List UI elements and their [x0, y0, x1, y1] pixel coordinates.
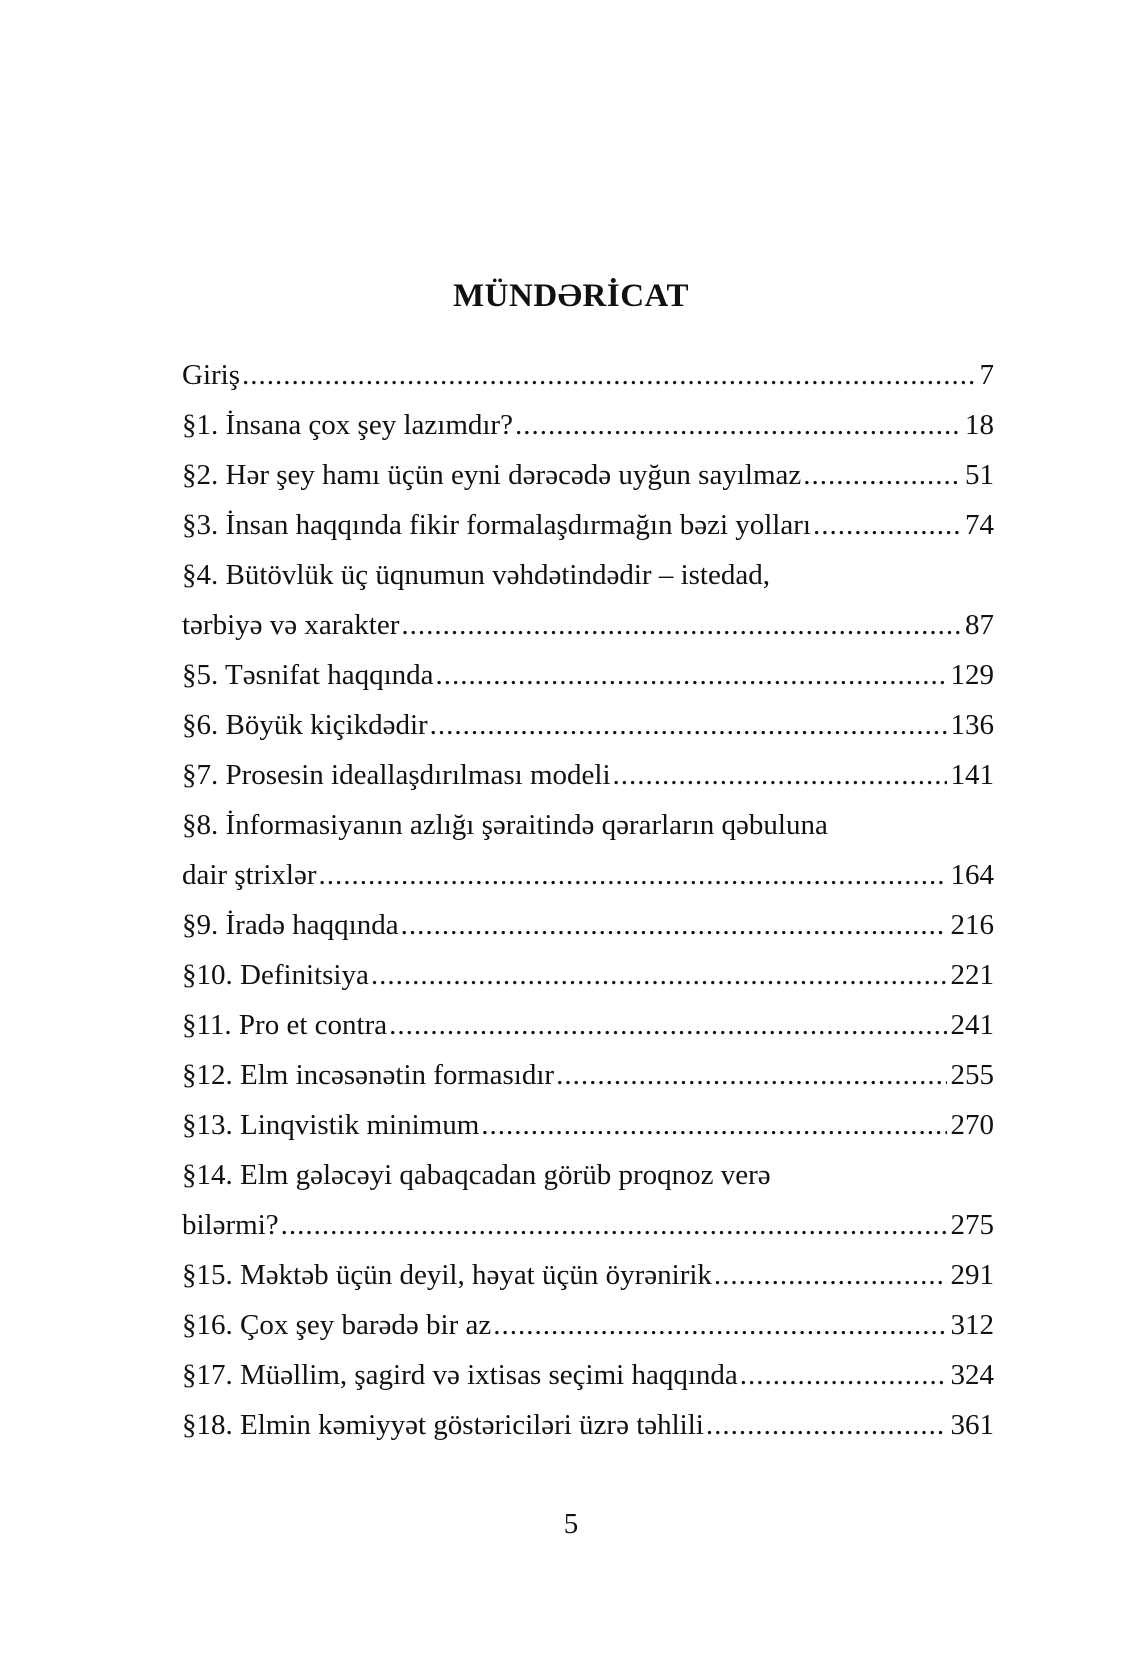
toc-entry-page: 291 [950, 1259, 994, 1291]
toc-entry-page: 241 [950, 1009, 994, 1041]
toc-entry-row [182, 350, 994, 400]
toc-entry [182, 1050, 994, 1100]
toc-entry-page: 312 [950, 1309, 994, 1341]
toc-entry-title: §18. Elmin kəmiyyət göstəriciləri üzrə təhlili [182, 1409, 704, 1441]
toc-entry-title: tərbiyə və xarakter [182, 609, 400, 641]
toc-entry [182, 400, 994, 450]
toc-entry [182, 1350, 994, 1400]
toc-entry-row [182, 1400, 994, 1450]
dot-leader [401, 900, 947, 950]
toc-entry-page: 129 [950, 659, 994, 691]
toc-entry-first-line: §14. Elm gələcəyi qabaqcadan görüb proqnoz verə [182, 1159, 771, 1191]
dot-leader [318, 850, 946, 900]
dot-leader [515, 400, 961, 450]
toc-entry [182, 750, 994, 800]
toc-entry-row [182, 600, 994, 650]
toc-entry-row [182, 1000, 994, 1050]
page-number: 5 [563, 1508, 579, 1540]
toc-entry-title: Giriş [182, 359, 240, 391]
toc-entry-row [182, 500, 994, 550]
toc-entry-row [182, 1250, 994, 1300]
toc-entry [182, 1100, 994, 1150]
toc-entry [182, 450, 994, 500]
toc-entry-title: §9. İradə haqqında [182, 909, 399, 941]
toc-entry-title: §16. Çox şey barədə bir az [182, 1309, 492, 1341]
toc-entry-page: 255 [950, 1059, 994, 1091]
dot-leader [281, 1200, 947, 1250]
dot-leader [813, 500, 961, 550]
toc-entry-row [182, 950, 994, 1000]
toc-entry-title: §1. İnsana çox şey lazımdır? [182, 409, 513, 441]
dot-leader [556, 1050, 946, 1100]
dot-leader [803, 450, 961, 500]
toc-entry-page: 221 [950, 959, 994, 991]
toc-entry-page: 361 [950, 1409, 994, 1441]
dot-leader [436, 650, 947, 700]
toc-entry-title: bilərmi? [182, 1209, 279, 1241]
dot-leader [481, 1100, 946, 1150]
toc-entry [182, 500, 994, 550]
toc-entry-page: 74 [965, 509, 994, 541]
toc-entry-page: 270 [950, 1109, 994, 1141]
toc-entry-row [182, 400, 994, 450]
toc-entry-row [182, 1200, 994, 1250]
toc-entry-title: §10. Definitsiya [182, 959, 369, 991]
toc-entry [182, 350, 994, 400]
dot-leader [613, 750, 947, 800]
toc-entry-page: 136 [950, 709, 994, 741]
dot-leader [401, 600, 961, 650]
toc-entry-page: 87 [965, 609, 994, 641]
toc-entry-title: dair ştrixlər [182, 859, 317, 891]
toc-entry [182, 1250, 994, 1300]
toc-entry-page: 275 [950, 1209, 994, 1241]
dot-leader [371, 950, 947, 1000]
dot-leader [389, 1000, 946, 1050]
toc-entry-title: §17. Müəllim, şagird və ixtisas seçimi haqqında [182, 1359, 738, 1391]
toc-entry-row [182, 700, 994, 750]
toc-entry [182, 900, 994, 950]
toc-entry-page: 324 [950, 1359, 994, 1391]
toc-entry [182, 1000, 994, 1050]
toc-entry-page: 164 [950, 859, 994, 891]
toc-entry-title: §6. Böyük kiçikdədir [182, 709, 428, 741]
toc-entry-title: §2. Hər şey hamı üçün eyni dərəcədə uyğun sayılmaz [182, 459, 802, 491]
table-of-contents [182, 350, 994, 1450]
dot-leader [493, 1300, 946, 1350]
toc-entry [182, 550, 994, 650]
dot-leader [242, 350, 976, 400]
toc-entry-title: §7. Prosesin ideallaşdırılması modeli [182, 759, 611, 791]
toc-entry-page: 216 [950, 909, 994, 941]
toc-entry-page: 18 [965, 409, 994, 441]
toc-entry-title: §13. Linqvistik minimum [182, 1109, 480, 1141]
toc-entry-row [182, 850, 994, 900]
dot-leader [430, 700, 947, 750]
toc-entry-row [182, 1050, 994, 1100]
toc-entry [182, 1300, 994, 1350]
toc-entry-title: §15. Məktəb üçün deyil, həyat üçün öyrənirik [182, 1259, 712, 1291]
toc-entry-title: §12. Elm incəsənətin formasıdır [182, 1059, 555, 1091]
toc-entry-row [182, 450, 994, 500]
toc-entry-row [182, 1300, 994, 1350]
toc-entry [182, 1150, 994, 1250]
dot-leader [706, 1400, 947, 1450]
toc-entry-page: 7 [979, 359, 994, 391]
toc-entry-row [182, 1350, 994, 1400]
toc-entry [182, 950, 994, 1000]
toc-entry [182, 1400, 994, 1450]
toc-entry-title: §5. Təsnifat haqqında [182, 659, 434, 691]
toc-entry-title: §3. İnsan haqqında fikir formalaşdırmağın bəzi yolları [182, 509, 811, 541]
toc-entry [182, 700, 994, 750]
toc-entry [182, 650, 994, 700]
toc-entry-page: 51 [965, 459, 994, 491]
dot-leader [740, 1350, 947, 1400]
toc-entry-row [182, 1100, 994, 1150]
toc-entry-row [182, 650, 994, 700]
toc-entry [182, 800, 994, 900]
toc-entry-row [182, 750, 994, 800]
toc-entry-first-line: §4. Bütövlük üç üqnumun vəhdətindədir – istedad, [182, 559, 770, 591]
toc-entry-page: 141 [950, 759, 994, 791]
toc-entry-title: §11. Pro et contra [182, 1009, 388, 1041]
page-title: MÜNDƏRİCAT [453, 278, 689, 315]
toc-entry-row [182, 900, 994, 950]
dot-leader [714, 1250, 947, 1300]
toc-entry-first-line: §8. İnformasiyanın azlığı şəraitində qərarların qəbuluna [182, 809, 828, 841]
